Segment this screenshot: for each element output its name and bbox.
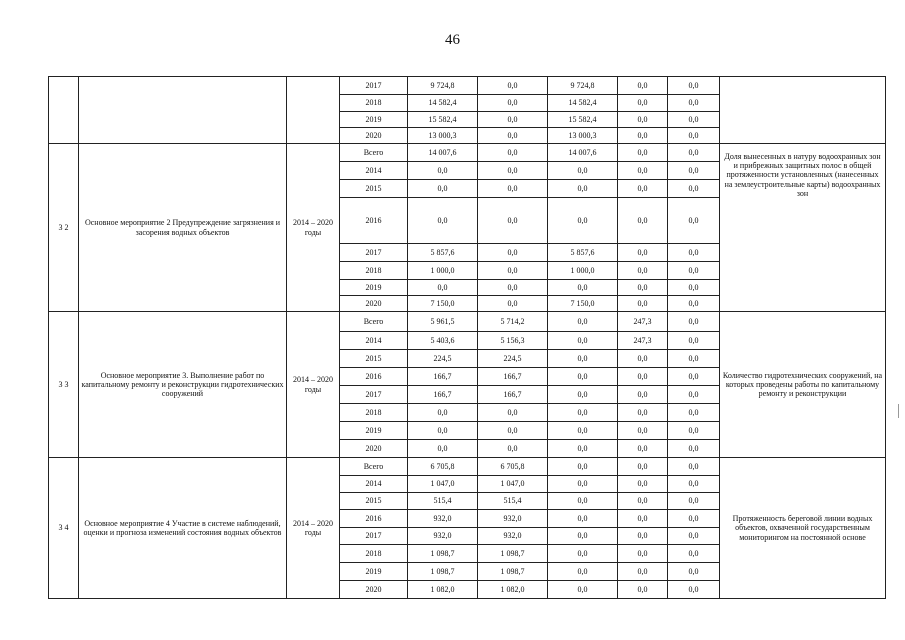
measure-number-cell: 3 4 [49, 458, 79, 599]
year-cell: Всего [340, 458, 408, 476]
regional-cell: 0,0 [548, 563, 618, 581]
year-cell: 2017 [340, 528, 408, 545]
year-cell: 2015 [340, 350, 408, 368]
other-cell: 0,0 [668, 296, 720, 312]
local-cell: 0,0 [618, 458, 668, 476]
indicator-cell: Количество гидротехнических сооружений, на которых проведены работы по капитальному ремонту и реконструкции [720, 312, 886, 458]
measure-name-cell [79, 77, 287, 144]
total-cell: 7 150,0 [408, 296, 478, 312]
total-cell: 5 961,5 [408, 312, 478, 332]
regional-cell: 0,0 [548, 545, 618, 563]
local-cell: 0,0 [618, 162, 668, 180]
year-cell: 2018 [340, 262, 408, 280]
other-cell: 0,0 [668, 144, 720, 162]
measure-number-cell: 3 2 [49, 144, 79, 312]
total-cell: 166,7 [408, 386, 478, 404]
other-cell: 0,0 [668, 545, 720, 563]
local-cell: 247,3 [618, 312, 668, 332]
federal-cell: 0,0 [478, 440, 548, 458]
local-cell: 0,0 [618, 493, 668, 510]
year-cell: 2014 [340, 332, 408, 350]
federal-cell: 0,0 [478, 162, 548, 180]
year-cell: 2014 [340, 476, 408, 493]
total-cell: 0,0 [408, 198, 478, 244]
local-cell: 0,0 [618, 144, 668, 162]
year-cell: 2020 [340, 128, 408, 144]
total-cell: 0,0 [408, 180, 478, 198]
other-cell: 0,0 [668, 458, 720, 476]
local-cell: 0,0 [618, 198, 668, 244]
total-cell: 224,5 [408, 350, 478, 368]
local-cell: 0,0 [618, 95, 668, 112]
other-cell: 0,0 [668, 332, 720, 350]
total-cell: 14 582,4 [408, 95, 478, 112]
total-cell: 1 000,0 [408, 262, 478, 280]
other-cell: 0,0 [668, 112, 720, 128]
local-cell: 0,0 [618, 563, 668, 581]
other-cell: 0,0 [668, 244, 720, 262]
federal-cell: 166,7 [478, 386, 548, 404]
other-cell: 0,0 [668, 180, 720, 198]
program-table [48, 76, 886, 599]
regional-cell: 0,0 [548, 440, 618, 458]
local-cell: 0,0 [618, 280, 668, 296]
year-cell: 2016 [340, 510, 408, 528]
measure-name-cell: Основное мероприятие 2 Предупреждение загрязнения и засорения водных объектов [79, 144, 287, 312]
other-cell: 0,0 [668, 350, 720, 368]
regional-cell: 0,0 [548, 404, 618, 422]
regional-cell: 5 857,6 [548, 244, 618, 262]
federal-cell: 5 156,3 [478, 332, 548, 350]
regional-cell: 0,0 [548, 510, 618, 528]
other-cell: 0,0 [668, 198, 720, 244]
other-cell: 0,0 [668, 162, 720, 180]
other-cell: 0,0 [668, 493, 720, 510]
regional-cell: 0,0 [548, 528, 618, 545]
federal-cell: 0,0 [478, 422, 548, 440]
measure-number-cell: 3 3 [49, 312, 79, 458]
year-cell: 2019 [340, 112, 408, 128]
total-cell: 15 582,4 [408, 112, 478, 128]
indicator-cell: Протяженность береговой линии водных объектов, охваченной государственным мониторингом на постоянной основе [720, 458, 886, 599]
regional-cell: 1 000,0 [548, 262, 618, 280]
federal-cell: 1 082,0 [478, 581, 548, 599]
total-cell: 0,0 [408, 404, 478, 422]
regional-cell: 13 000,3 [548, 128, 618, 144]
total-cell: 1 082,0 [408, 581, 478, 599]
year-cell: 2016 [340, 368, 408, 386]
other-cell: 0,0 [668, 128, 720, 144]
year-cell: Всего [340, 144, 408, 162]
total-cell: 0,0 [408, 162, 478, 180]
federal-cell: 5 714,2 [478, 312, 548, 332]
total-cell: 0,0 [408, 422, 478, 440]
year-cell: 2017 [340, 244, 408, 262]
other-cell: 0,0 [668, 95, 720, 112]
regional-cell: 0,0 [548, 180, 618, 198]
federal-cell: 0,0 [478, 144, 548, 162]
year-cell: 2015 [340, 180, 408, 198]
year-cell: 2015 [340, 493, 408, 510]
page-number: 46 [445, 32, 460, 48]
total-cell: 14 007,6 [408, 144, 478, 162]
regional-cell: 0,0 [548, 368, 618, 386]
local-cell: 0,0 [618, 262, 668, 280]
local-cell: 0,0 [618, 77, 668, 95]
local-cell: 0,0 [618, 128, 668, 144]
federal-cell: 0,0 [478, 404, 548, 422]
year-cell: 2017 [340, 77, 408, 95]
federal-cell: 1 047,0 [478, 476, 548, 493]
federal-cell: 1 098,7 [478, 563, 548, 581]
table-row [49, 77, 886, 95]
measure-name-cell: Основное мероприятие 3. Выполнение работ по капитальному ремонту и реконструкции гидротехнических сооружений [79, 312, 287, 458]
local-cell: 0,0 [618, 440, 668, 458]
year-cell: 2019 [340, 563, 408, 581]
other-cell: 0,0 [668, 262, 720, 280]
federal-cell: 0,0 [478, 95, 548, 112]
year-cell: 2019 [340, 422, 408, 440]
regional-cell: 7 150,0 [548, 296, 618, 312]
local-cell: 0,0 [618, 422, 668, 440]
regional-cell: 0,0 [548, 312, 618, 332]
table-row [49, 144, 886, 162]
total-cell: 13 000,3 [408, 128, 478, 144]
local-cell: 0,0 [618, 404, 668, 422]
federal-cell: 0,0 [478, 244, 548, 262]
other-cell: 0,0 [668, 440, 720, 458]
local-cell: 0,0 [618, 510, 668, 528]
regional-cell: 14 582,4 [548, 95, 618, 112]
table-row [49, 312, 886, 332]
local-cell: 0,0 [618, 368, 668, 386]
total-cell: 1 047,0 [408, 476, 478, 493]
other-cell: 0,0 [668, 581, 720, 599]
total-cell: 5 403,6 [408, 332, 478, 350]
local-cell: 0,0 [618, 528, 668, 545]
local-cell: 0,0 [618, 244, 668, 262]
measure-name-cell: Основное мероприятие 4 Участие в системе наблюдений, оценки и прогноза изменений состояния водных объектов [79, 458, 287, 599]
other-cell: 0,0 [668, 404, 720, 422]
regional-cell: 15 582,4 [548, 112, 618, 128]
local-cell: 0,0 [618, 581, 668, 599]
total-cell: 5 857,6 [408, 244, 478, 262]
year-cell: Всего [340, 312, 408, 332]
other-cell: 0,0 [668, 280, 720, 296]
local-cell: 0,0 [618, 476, 668, 493]
year-cell: 2018 [340, 95, 408, 112]
table-row [49, 458, 886, 476]
federal-cell: 515,4 [478, 493, 548, 510]
year-cell: 2017 [340, 386, 408, 404]
table-body [49, 77, 886, 599]
regional-cell: 0,0 [548, 198, 618, 244]
other-cell: 0,0 [668, 510, 720, 528]
indicator-cell: Доля вынесенных в натуру водоохранных зон и прибрежных защитных полос в общей протяженности установленных (нанесенных на землеустроительные карты) водоохранных зон [720, 144, 886, 312]
year-cell: 2020 [340, 296, 408, 312]
total-cell: 1 098,7 [408, 563, 478, 581]
regional-cell: 0,0 [548, 422, 618, 440]
other-cell: 0,0 [668, 422, 720, 440]
federal-cell: 932,0 [478, 528, 548, 545]
year-cell: 2020 [340, 440, 408, 458]
period-cell: 2014 – 2020 годы [287, 312, 340, 458]
federal-cell: 0,0 [478, 180, 548, 198]
local-cell: 0,0 [618, 112, 668, 128]
regional-cell: 0,0 [548, 332, 618, 350]
other-cell: 0,0 [668, 77, 720, 95]
indicator-cell [720, 77, 886, 144]
local-cell: 247,3 [618, 332, 668, 350]
other-cell: 0,0 [668, 563, 720, 581]
regional-cell: 14 007,6 [548, 144, 618, 162]
scan-edge-mark [898, 404, 899, 418]
federal-cell: 0,0 [478, 198, 548, 244]
federal-cell: 0,0 [478, 262, 548, 280]
local-cell: 0,0 [618, 296, 668, 312]
year-cell: 2014 [340, 162, 408, 180]
regional-cell: 0,0 [548, 162, 618, 180]
local-cell: 0,0 [618, 180, 668, 198]
year-cell: 2018 [340, 545, 408, 563]
total-cell: 166,7 [408, 368, 478, 386]
period-cell: 2014 – 2020 годы [287, 458, 340, 599]
regional-cell: 0,0 [548, 581, 618, 599]
measure-number-cell [49, 77, 79, 144]
total-cell: 515,4 [408, 493, 478, 510]
local-cell: 0,0 [618, 545, 668, 563]
total-cell: 932,0 [408, 510, 478, 528]
federal-cell: 0,0 [478, 280, 548, 296]
year-cell: 2020 [340, 581, 408, 599]
regional-cell: 0,0 [548, 350, 618, 368]
total-cell: 0,0 [408, 440, 478, 458]
other-cell: 0,0 [668, 528, 720, 545]
regional-cell: 9 724,8 [548, 77, 618, 95]
other-cell: 0,0 [668, 386, 720, 404]
year-cell: 2018 [340, 404, 408, 422]
regional-cell: 0,0 [548, 493, 618, 510]
regional-cell: 0,0 [548, 476, 618, 493]
total-cell: 6 705,8 [408, 458, 478, 476]
year-cell: 2019 [340, 280, 408, 296]
federal-cell: 932,0 [478, 510, 548, 528]
local-cell: 0,0 [618, 350, 668, 368]
regional-cell: 0,0 [548, 280, 618, 296]
federal-cell: 224,5 [478, 350, 548, 368]
period-cell: 2014 – 2020 годы [287, 144, 340, 312]
local-cell: 0,0 [618, 386, 668, 404]
federal-cell: 6 705,8 [478, 458, 548, 476]
federal-cell: 1 098,7 [478, 545, 548, 563]
total-cell: 1 098,7 [408, 545, 478, 563]
federal-cell: 0,0 [478, 112, 548, 128]
total-cell: 932,0 [408, 528, 478, 545]
total-cell: 9 724,8 [408, 77, 478, 95]
federal-cell: 166,7 [478, 368, 548, 386]
other-cell: 0,0 [668, 312, 720, 332]
federal-cell: 0,0 [478, 296, 548, 312]
other-cell: 0,0 [668, 368, 720, 386]
year-cell: 2016 [340, 198, 408, 244]
regional-cell: 0,0 [548, 458, 618, 476]
regional-cell: 0,0 [548, 386, 618, 404]
federal-cell: 0,0 [478, 128, 548, 144]
federal-cell: 0,0 [478, 77, 548, 95]
other-cell: 0,0 [668, 476, 720, 493]
period-cell [287, 77, 340, 144]
total-cell: 0,0 [408, 280, 478, 296]
